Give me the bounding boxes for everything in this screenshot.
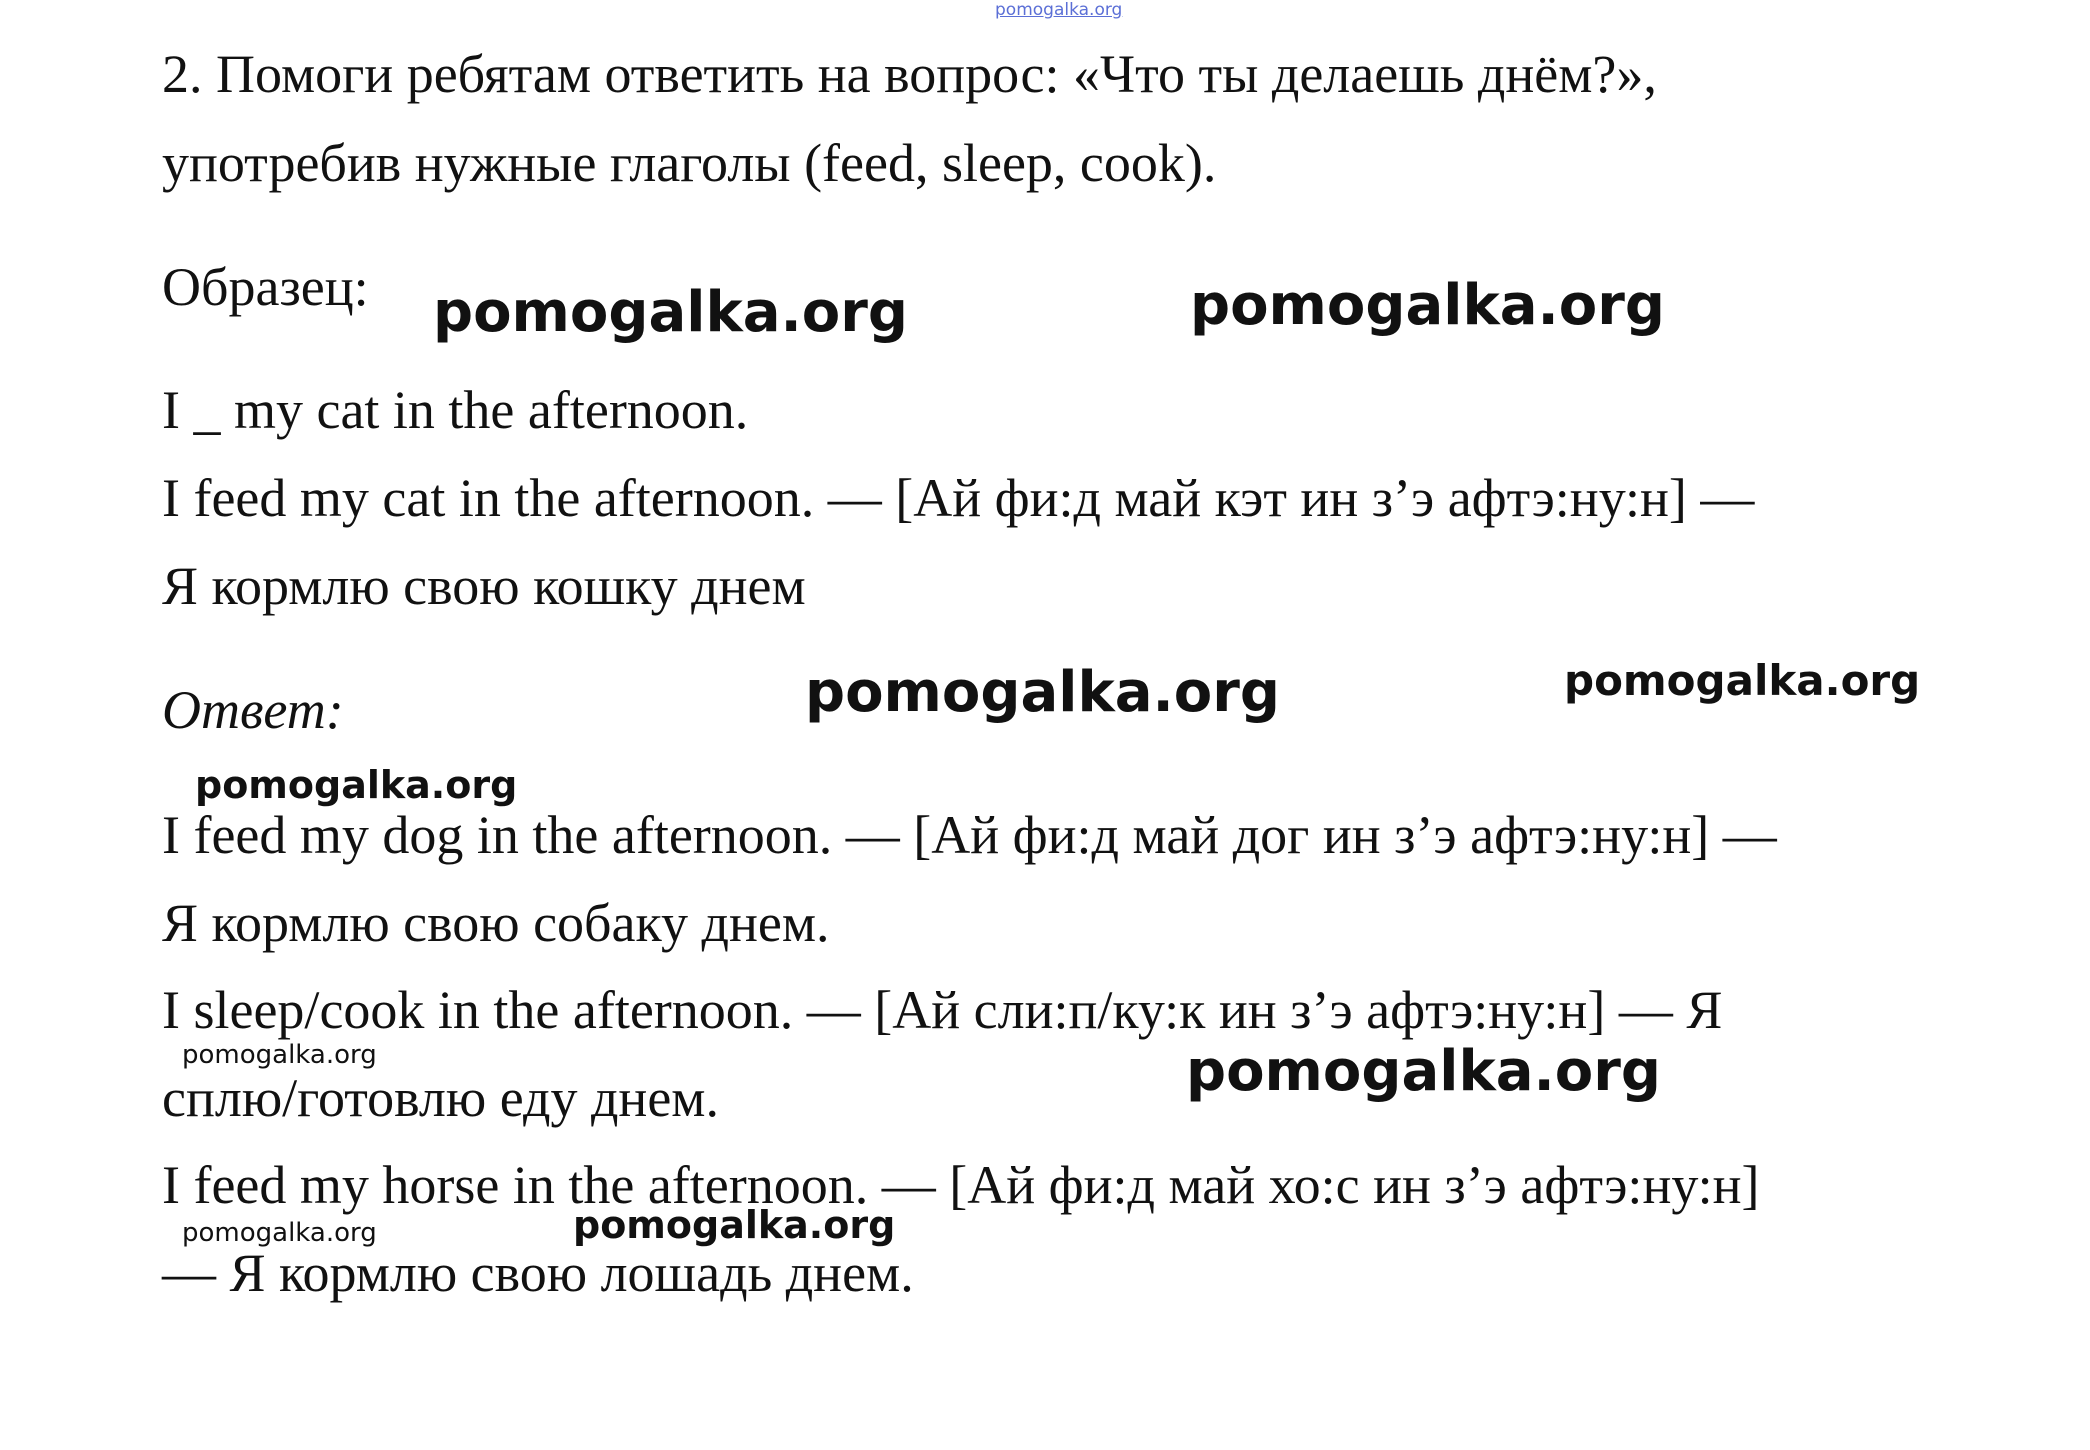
watermark: pomogalka.org (182, 1218, 377, 1248)
example-prompt: I _ my cat in the afternoon. (162, 380, 749, 440)
example-answer-line-2: Я кормлю свою кошку днем (162, 556, 806, 616)
answer-line: Я кормлю свою собаку днем. (162, 893, 830, 953)
watermark: pomogalka.org (1186, 1039, 1661, 1104)
answer-line: сплю/готовлю еду днем. (162, 1068, 719, 1128)
watermark: pomogalka.org (805, 660, 1280, 725)
watermark: pomogalka.org (182, 1040, 377, 1070)
answer-line: I feed my horse in the afternoon. — [Ай фи:д май хо:с ин з’э афтэ:ну:н] (162, 1155, 1760, 1215)
watermark: pomogalka.org (433, 280, 908, 345)
task-line-2: употребив нужные глаголы (feed, sleep, cook). (162, 133, 1217, 193)
site-link[interactable]: pomogalka.org (995, 0, 1123, 20)
example-label: Образец: (162, 257, 369, 317)
example-answer-line-1: I feed my cat in the afternoon. — [Ай фи:д май кэт ин з’э афтэ:ну:н] — (162, 468, 1755, 528)
answer-label: Ответ: (162, 680, 344, 740)
watermark: pomogalka.org (1564, 656, 1921, 705)
answer-line: I sleep/cook in the afternoon. — [Ай сли:п/ку:к ин з’э афтэ:ну:н] — Я (162, 980, 1723, 1040)
watermark: pomogalka.org (573, 1203, 896, 1247)
answer-line: I feed my dog in the afternoon. — [Ай фи:д май дог ин з’э афтэ:ну:н] — (162, 805, 1777, 865)
watermark: pomogalka.org (195, 763, 518, 807)
answer-line: — Я кормлю свою лошадь днем. (162, 1243, 914, 1303)
task-line-1: 2. Помоги ребятам ответить на вопрос: «Что ты делаешь днём?», (162, 44, 1657, 104)
watermark: pomogalka.org (1190, 273, 1665, 338)
